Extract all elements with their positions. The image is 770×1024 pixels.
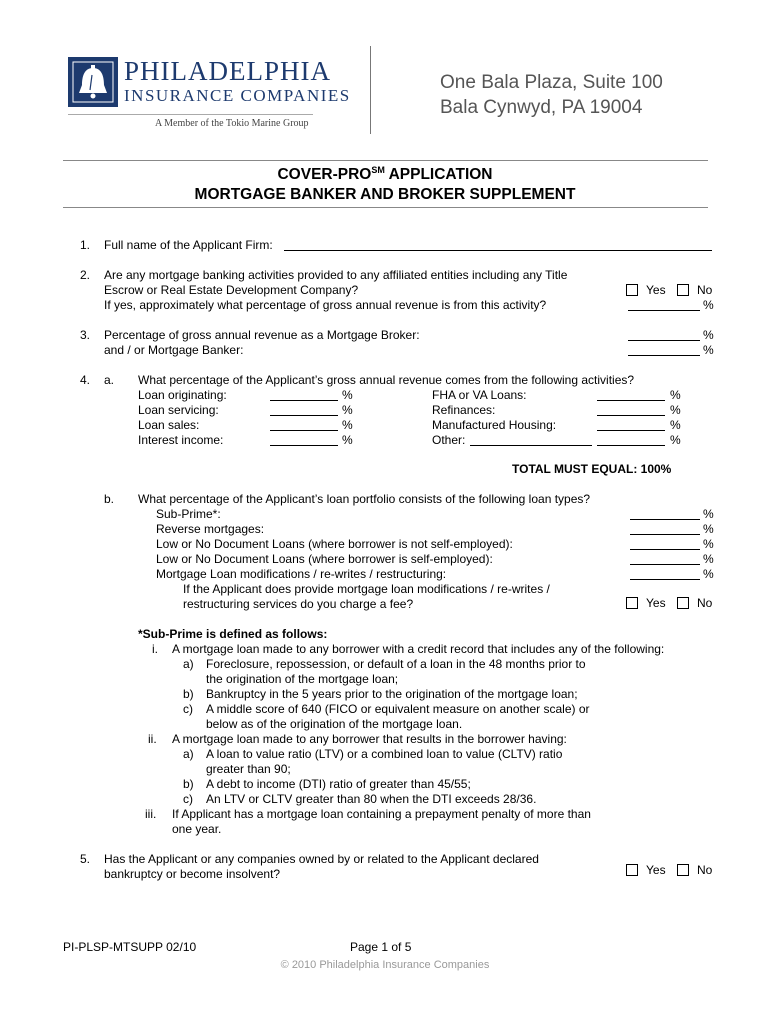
company-subname: INSURANCE COMPANIES xyxy=(124,86,351,105)
q4b-yes-label: Yes xyxy=(646,596,666,610)
company-name: PHILADELPHIA xyxy=(124,56,331,86)
subprime-i-a: Foreclosure, repossession, or default of a loan in the 48 months prior to xyxy=(206,657,586,671)
refinances-field[interactable] xyxy=(597,415,665,416)
list-item: Refinances: xyxy=(432,403,496,417)
q3-percent-sign-1: % xyxy=(703,328,714,342)
list-item: Loan sales: xyxy=(138,418,200,432)
q5-line-1: Has the Applicant or any companies owned by or related to the Applicant declared xyxy=(104,852,539,866)
list-item: Sub-Prime*: xyxy=(156,507,221,521)
loan-originating-field[interactable] xyxy=(270,400,338,401)
q2-no-checkbox[interactable] xyxy=(677,284,689,296)
q3-number: 3. xyxy=(80,328,91,342)
list-item: FHA or VA Loans: xyxy=(432,388,527,402)
subprime-heading: *Sub-Prime is defined as follows: xyxy=(138,627,328,641)
q4b-letter: b. xyxy=(104,492,115,506)
list-item: Manufactured Housing: xyxy=(432,418,557,432)
q3-line-2: and / or Mortgage Banker: xyxy=(104,343,244,357)
interest-income-field[interactable] xyxy=(270,445,338,446)
q4b-no-label: No xyxy=(697,596,713,610)
percent-sign: % xyxy=(342,418,353,432)
page-subtitle: MORTGAGE BANKER AND BROKER SUPPLEMENT xyxy=(194,186,576,203)
roman-numeral: i. xyxy=(152,642,158,656)
subprime-ii-a-cont: greater than 90; xyxy=(206,762,291,776)
q5-yes-label: Yes xyxy=(646,863,666,877)
q4b-question: What percentage of the Applicant’s loan portfolio consists of the following loan types? xyxy=(138,492,591,506)
percent-sign: % xyxy=(342,403,353,417)
q5-no-checkbox[interactable] xyxy=(677,864,689,876)
q4-number: 4. xyxy=(80,373,91,387)
address-line-2: Bala Cynwyd, PA 19004 xyxy=(440,97,643,118)
list-marker: a) xyxy=(183,747,194,761)
loan-sales-field[interactable] xyxy=(270,430,338,431)
roman-numeral: iii. xyxy=(145,807,157,821)
low-doc-not-self-employed-field[interactable] xyxy=(630,549,700,550)
copyright: © 2010 Philadelphia Insurance Companies xyxy=(280,959,490,971)
q4a-letter: a. xyxy=(104,373,115,387)
percent-sign: % xyxy=(703,507,714,521)
q2-line-2: Escrow or Real Estate Development Company? xyxy=(104,283,359,297)
loan-modifications-field[interactable] xyxy=(630,579,700,580)
low-doc-self-employed-field[interactable] xyxy=(630,564,700,565)
q2-line-3: If yes, approximately what percentage of gross annual revenue is from this activity? xyxy=(104,298,547,312)
q4b-followup-line-2: restructuring services do you charge a fee? xyxy=(183,597,414,611)
subprime-ii-text: A mortgage loan made to any borrower that results in the borrower having: xyxy=(172,732,567,746)
subprime-field[interactable] xyxy=(630,519,700,520)
q5-number: 5. xyxy=(80,852,91,866)
q3-broker-percent-field[interactable] xyxy=(628,340,700,341)
list-item: Reverse mortgages: xyxy=(156,522,265,536)
reverse-mortgages-field[interactable] xyxy=(630,534,700,535)
q2-percent-sign: % xyxy=(703,298,714,312)
q2-line-1: Are any mortgage banking activities provided to any affiliated entities including any Title xyxy=(104,268,568,282)
q4b-fee-no-checkbox[interactable] xyxy=(677,597,689,609)
percent-sign: % xyxy=(670,388,681,402)
loan-servicing-field[interactable] xyxy=(270,415,338,416)
percent-sign: % xyxy=(670,403,681,417)
percent-sign: % xyxy=(703,552,714,566)
tagline: A Member of the Tokio Marine Group xyxy=(155,118,309,129)
list-marker: b) xyxy=(183,777,194,791)
percent-sign: % xyxy=(703,522,714,536)
title-bottom-rule xyxy=(63,207,708,208)
list-marker: a) xyxy=(183,657,194,671)
percent-sign: % xyxy=(342,433,353,447)
q1-label: Full name of the Applicant Firm: xyxy=(104,238,273,252)
q3-banker-percent-field[interactable] xyxy=(628,355,700,356)
percent-sign: % xyxy=(342,388,353,402)
title-top-rule xyxy=(63,160,708,161)
q5-no-label: No xyxy=(697,863,713,877)
liberty-bell-icon xyxy=(68,57,118,107)
list-item: Loan servicing: xyxy=(138,403,219,417)
subprime-i-c: A middle score of 640 (FICO or equivalent measure on another scale) or xyxy=(206,702,590,716)
subprime-iii-cont: one year. xyxy=(172,822,222,836)
q4b-followup-line-1: If the Applicant does provide mortgage loan modifications / re-writes / xyxy=(183,582,550,596)
q1-number: 1. xyxy=(80,238,91,252)
list-item: Interest income: xyxy=(138,433,224,447)
q2-yes-label: Yes xyxy=(646,283,666,297)
percent-sign: % xyxy=(703,567,714,581)
subprime-iii-text: If Applicant has a mortgage loan containing a prepayment penalty of more than xyxy=(172,807,591,821)
q2-no-label: No xyxy=(697,283,713,297)
applicant-name-field[interactable] xyxy=(284,250,712,251)
other-description-field[interactable] xyxy=(470,445,592,446)
header-vertical-divider xyxy=(370,46,371,134)
q4b-fee-yes-checkbox[interactable] xyxy=(626,597,638,609)
address-line-1: One Bala Plaza, Suite 100 xyxy=(440,72,663,93)
percent-sign: % xyxy=(703,537,714,551)
q2-yes-checkbox[interactable] xyxy=(626,284,638,296)
q4a-question: What percentage of the Applicant’s gross annual revenue comes from the following activities? xyxy=(138,373,635,387)
total-must-equal: TOTAL MUST EQUAL: 100% xyxy=(512,462,672,476)
q2-percent-field[interactable] xyxy=(628,310,700,311)
q2-number: 2. xyxy=(80,268,91,282)
list-marker: c) xyxy=(183,792,193,806)
other-percent-field[interactable] xyxy=(597,445,665,446)
logo-divider xyxy=(68,114,313,115)
subprime-ii-b: A debt to income (DTI) ratio of greater than 45/55; xyxy=(206,777,471,791)
form-id: PI-PLSP-MTSUPP 02/10 xyxy=(63,940,197,954)
page-title: COVER-PRO℠ APPLICATION xyxy=(277,165,493,184)
subprime-ii-a: A loan to value ratio (LTV) or a combined loan to value (CLTV) ratio xyxy=(206,747,563,761)
percent-sign: % xyxy=(670,433,681,447)
q5-line-2: bankruptcy or become insolvent? xyxy=(104,867,281,881)
subprime-i-a-cont: the origination of the mortgage loan; xyxy=(206,672,399,686)
list-item: Low or No Document Loans (where borrower is self-employed): xyxy=(156,552,493,566)
q5-yes-checkbox[interactable] xyxy=(626,864,638,876)
list-item: Low or No Document Loans (where borrower is not self-employed): xyxy=(156,537,513,551)
subprime-i-text: A mortgage loan made to any borrower with a credit record that includes any of the following: xyxy=(172,642,665,656)
subprime-ii-c: An LTV or CLTV greater than 80 when the DTI exceeds 28/36. xyxy=(206,792,537,806)
list-item: Other: xyxy=(432,433,466,447)
q3-percent-sign-2: % xyxy=(703,343,714,357)
manufactured-housing-field[interactable] xyxy=(597,430,665,431)
page-number: Page 1 of 5 xyxy=(350,940,412,954)
list-marker: b) xyxy=(183,687,194,701)
list-item: Mortgage Loan modifications / re-writes / restructuring: xyxy=(156,567,447,581)
q3-line-1: Percentage of gross annual revenue as a Mortgage Broker: xyxy=(104,328,420,342)
subprime-i-b: Bankruptcy in the 5 years prior to the origination of the mortgage loan; xyxy=(206,687,578,701)
roman-numeral: ii. xyxy=(148,732,157,746)
subprime-i-c-cont: below as of the origination of the mortgage loan. xyxy=(206,717,463,731)
percent-sign: % xyxy=(670,418,681,432)
list-item: Loan originating: xyxy=(138,388,227,402)
fha-va-field[interactable] xyxy=(597,400,665,401)
list-marker: c) xyxy=(183,702,193,716)
